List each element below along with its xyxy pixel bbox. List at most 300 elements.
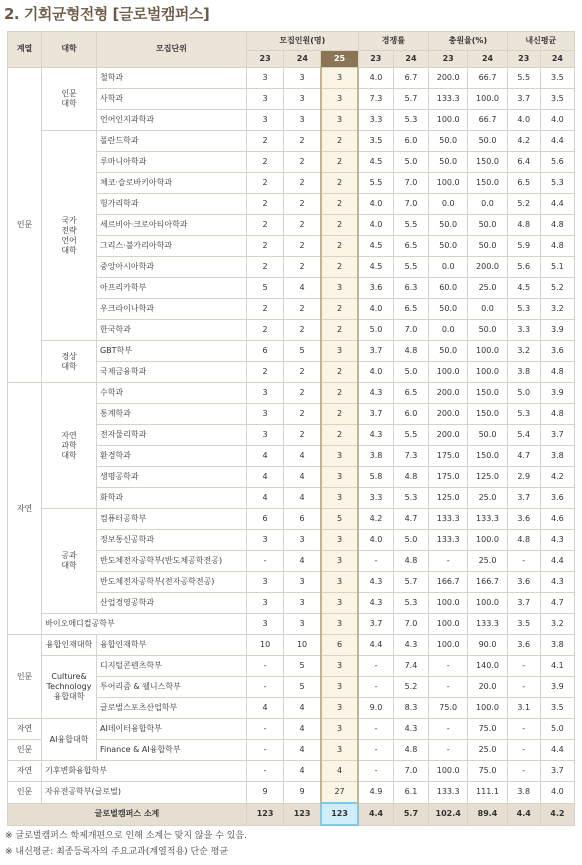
value-cell: 4 bbox=[284, 278, 321, 299]
gyeyeol-cell: 자연 bbox=[8, 719, 42, 740]
page-title: 2. 기회균형전형 [글로벌캠퍼스] bbox=[4, 5, 210, 23]
college-cell: 융합인재대학 bbox=[42, 635, 97, 656]
value-cell: 2.9 bbox=[507, 467, 540, 488]
header-competition: 경쟁률 bbox=[358, 32, 428, 51]
program-cell: 체코·슬로바키아학과 bbox=[96, 173, 246, 194]
value-cell: 3.3 bbox=[358, 110, 393, 131]
program-cell: 정보통신공학과 bbox=[96, 530, 246, 551]
value-cell: 7.0 bbox=[393, 173, 428, 194]
total-cell: 4.4 bbox=[358, 803, 393, 825]
value-cell: 200.0 bbox=[468, 257, 507, 278]
program-cell: 중앙아시아학과 bbox=[96, 257, 246, 278]
value-cell: 3 bbox=[284, 593, 321, 614]
value-cell: 3.7 bbox=[507, 593, 540, 614]
value-cell: - bbox=[429, 677, 468, 698]
value-cell: 2 bbox=[284, 194, 321, 215]
value-cell: 5.3 bbox=[540, 173, 574, 194]
value-cell: 2 bbox=[284, 320, 321, 341]
value-cell-highlight: 2 bbox=[321, 152, 358, 173]
value-cell: - bbox=[358, 656, 393, 677]
value-cell: 4.0 bbox=[540, 110, 574, 131]
value-cell: 100.0 bbox=[468, 341, 507, 362]
value-cell: 2 bbox=[284, 173, 321, 194]
value-cell: 3.8 bbox=[540, 446, 574, 467]
value-cell-highlight: 3 bbox=[321, 89, 358, 110]
value-cell: 10 bbox=[284, 635, 321, 656]
program-cell: 자유전공학부(글로벌) bbox=[42, 782, 247, 804]
value-cell-highlight: 3 bbox=[321, 488, 358, 509]
program-cell: 수학과 bbox=[96, 383, 246, 404]
value-cell-highlight: 2 bbox=[321, 236, 358, 257]
value-cell: 50.0 bbox=[468, 215, 507, 236]
value-cell-highlight: 3 bbox=[321, 677, 358, 698]
value-cell: 5.0 bbox=[393, 362, 428, 383]
value-cell: - bbox=[358, 677, 393, 698]
value-cell: 5.3 bbox=[507, 404, 540, 425]
value-cell: 60.0 bbox=[429, 278, 468, 299]
value-cell-highlight: 2 bbox=[321, 383, 358, 404]
value-cell: 5.0 bbox=[507, 383, 540, 404]
value-cell: 6 bbox=[246, 341, 283, 362]
program-cell: 융합인재학부 bbox=[96, 635, 246, 656]
value-cell: 50.0 bbox=[429, 341, 468, 362]
value-cell: 133.3 bbox=[429, 782, 468, 804]
value-cell: 6.5 bbox=[393, 299, 428, 320]
header-mojip-danwi: 모집단위 bbox=[96, 32, 246, 68]
program-cell: 헝가리학과 bbox=[96, 194, 246, 215]
value-cell: 3 bbox=[246, 110, 283, 131]
value-cell: 25.0 bbox=[468, 551, 507, 572]
value-cell: 6.4 bbox=[507, 152, 540, 173]
value-cell: - bbox=[507, 719, 540, 740]
value-cell: 4.3 bbox=[358, 425, 393, 446]
value-cell: 3.2 bbox=[540, 299, 574, 320]
value-cell: 200.0 bbox=[429, 404, 468, 425]
value-cell: 5.5 bbox=[393, 257, 428, 278]
value-cell: 3.6 bbox=[507, 572, 540, 593]
header-year: 24 bbox=[393, 51, 428, 68]
value-cell: 4.4 bbox=[358, 635, 393, 656]
value-cell: 200.0 bbox=[429, 68, 468, 89]
value-cell-highlight: 4 bbox=[321, 761, 358, 782]
gyeyeol-cell: 인문 bbox=[8, 740, 42, 761]
gyeyeol-cell: 인문 bbox=[8, 68, 42, 383]
value-cell: 4.5 bbox=[358, 152, 393, 173]
value-cell: 6 bbox=[246, 509, 283, 530]
value-cell: 5.7 bbox=[393, 89, 428, 110]
value-cell-highlight: 2 bbox=[321, 215, 358, 236]
value-cell: 2 bbox=[284, 404, 321, 425]
value-cell: 25.0 bbox=[468, 278, 507, 299]
value-cell: 3.3 bbox=[507, 320, 540, 341]
value-cell: 4.3 bbox=[393, 635, 428, 656]
value-cell: 5.6 bbox=[540, 152, 574, 173]
value-cell: 4 bbox=[284, 761, 321, 782]
value-cell: 4.8 bbox=[393, 467, 428, 488]
value-cell: 3 bbox=[284, 110, 321, 131]
value-cell: 6.0 bbox=[393, 404, 428, 425]
value-cell: 2 bbox=[246, 173, 283, 194]
value-cell: 4.8 bbox=[507, 530, 540, 551]
program-cell: 디지털콘텐츠학부 bbox=[96, 656, 246, 677]
value-cell: 0.0 bbox=[429, 257, 468, 278]
value-cell: 150.0 bbox=[468, 173, 507, 194]
program-cell: 환경학과 bbox=[96, 446, 246, 467]
value-cell: 5.5 bbox=[507, 68, 540, 89]
value-cell: 125.0 bbox=[429, 488, 468, 509]
value-cell: 100.0 bbox=[429, 593, 468, 614]
value-cell: 6.0 bbox=[393, 131, 428, 152]
footnotes bbox=[5, 828, 247, 860]
gyeyeol-cell: 자연 bbox=[8, 761, 42, 782]
value-cell: 3.7 bbox=[540, 761, 574, 782]
value-cell: 3.5 bbox=[507, 614, 540, 635]
total-label: 글로벌캠퍼스 소계 bbox=[8, 803, 247, 825]
value-cell: 7.0 bbox=[393, 614, 428, 635]
value-cell-highlight: 5 bbox=[321, 509, 358, 530]
value-cell: 3.7 bbox=[507, 488, 540, 509]
value-cell: 2 bbox=[246, 257, 283, 278]
total-cell: 4.4 bbox=[507, 803, 540, 825]
value-cell: 100.0 bbox=[429, 761, 468, 782]
program-cell: 철학과 bbox=[96, 68, 246, 89]
value-cell: 3.8 bbox=[358, 446, 393, 467]
table-row bbox=[8, 782, 575, 804]
value-cell: 2 bbox=[284, 236, 321, 257]
value-cell: 4.8 bbox=[507, 215, 540, 236]
value-cell: 8.3 bbox=[393, 698, 428, 719]
value-cell: 5.3 bbox=[507, 299, 540, 320]
value-cell: 7.3 bbox=[358, 89, 393, 110]
value-cell: 133.3 bbox=[468, 509, 507, 530]
total-cell-highlight: 123 bbox=[321, 803, 358, 825]
table-row bbox=[8, 656, 575, 677]
value-cell: 2 bbox=[284, 257, 321, 278]
value-cell: 5.2 bbox=[507, 194, 540, 215]
value-cell: - bbox=[246, 677, 283, 698]
value-cell: 5 bbox=[284, 341, 321, 362]
table-row bbox=[8, 68, 575, 89]
value-cell: 20.0 bbox=[468, 677, 507, 698]
value-cell: 125.0 bbox=[468, 467, 507, 488]
program-cell: GBT학부 bbox=[96, 341, 246, 362]
value-cell: 3 bbox=[246, 425, 283, 446]
value-cell: 50.0 bbox=[429, 299, 468, 320]
program-cell: 세르비아·크로아티아학과 bbox=[96, 215, 246, 236]
value-cell: 0.0 bbox=[429, 320, 468, 341]
value-cell: 2 bbox=[246, 131, 283, 152]
program-cell: 국제금융학과 bbox=[96, 362, 246, 383]
value-cell: 7.4 bbox=[393, 656, 428, 677]
program-cell: 폴란드학과 bbox=[96, 131, 246, 152]
value-cell: 5.5 bbox=[393, 425, 428, 446]
value-cell: 2 bbox=[284, 425, 321, 446]
value-cell: 25.0 bbox=[468, 488, 507, 509]
value-cell: 4.2 bbox=[540, 467, 574, 488]
value-cell: 4.3 bbox=[540, 530, 574, 551]
value-cell: 6.5 bbox=[393, 383, 428, 404]
college-cell: Culture& Technology 융합대학 bbox=[42, 656, 97, 719]
value-cell: 6.7 bbox=[393, 68, 428, 89]
value-cell-highlight: 2 bbox=[321, 320, 358, 341]
value-cell: 3.5 bbox=[540, 89, 574, 110]
value-cell-highlight: 3 bbox=[321, 656, 358, 677]
admission-table bbox=[7, 31, 575, 826]
value-cell: 2 bbox=[246, 320, 283, 341]
value-cell-highlight: 2 bbox=[321, 404, 358, 425]
value-cell: 4.2 bbox=[507, 131, 540, 152]
value-cell: 3 bbox=[284, 89, 321, 110]
value-cell: 3 bbox=[284, 530, 321, 551]
value-cell: 4.0 bbox=[507, 110, 540, 131]
value-cell: 2 bbox=[284, 131, 321, 152]
value-cell: 4 bbox=[284, 719, 321, 740]
value-cell: 3 bbox=[246, 593, 283, 614]
header-year: 24 bbox=[284, 51, 321, 68]
value-cell: 90.0 bbox=[468, 635, 507, 656]
value-cell: 75.0 bbox=[468, 719, 507, 740]
header-year: 23 bbox=[507, 51, 540, 68]
value-cell: 3 bbox=[284, 68, 321, 89]
value-cell: 4 bbox=[246, 467, 283, 488]
value-cell: 3.7 bbox=[507, 89, 540, 110]
value-cell: 4.7 bbox=[393, 509, 428, 530]
value-cell-highlight: 2 bbox=[321, 257, 358, 278]
header-year: 23 bbox=[429, 51, 468, 68]
value-cell: 175.0 bbox=[429, 467, 468, 488]
value-cell: 150.0 bbox=[468, 404, 507, 425]
value-cell: 200.0 bbox=[429, 425, 468, 446]
value-cell: 3.2 bbox=[540, 614, 574, 635]
table-row bbox=[8, 635, 575, 656]
value-cell: 0.0 bbox=[429, 194, 468, 215]
value-cell: 133.3 bbox=[429, 509, 468, 530]
table-row bbox=[8, 719, 575, 740]
table-row bbox=[8, 131, 575, 152]
value-cell: 2 bbox=[246, 215, 283, 236]
value-cell: 3.1 bbox=[507, 698, 540, 719]
program-cell: 통계학과 bbox=[96, 404, 246, 425]
program-cell: 기후변화융합학부 bbox=[42, 761, 247, 782]
value-cell: 3.6 bbox=[358, 278, 393, 299]
value-cell: 4 bbox=[284, 488, 321, 509]
value-cell: 50.0 bbox=[468, 236, 507, 257]
value-cell: 2 bbox=[284, 362, 321, 383]
value-cell: 75.0 bbox=[429, 698, 468, 719]
value-cell: 3.2 bbox=[507, 341, 540, 362]
value-cell: - bbox=[507, 551, 540, 572]
value-cell-highlight: 2 bbox=[321, 299, 358, 320]
value-cell: 200.0 bbox=[429, 383, 468, 404]
value-cell: 3 bbox=[246, 89, 283, 110]
value-cell: 5.3 bbox=[393, 593, 428, 614]
table-row bbox=[8, 341, 575, 362]
value-cell: 3 bbox=[246, 530, 283, 551]
value-cell: 4.5 bbox=[507, 278, 540, 299]
value-cell: 4.8 bbox=[540, 236, 574, 257]
value-cell: 5.4 bbox=[507, 425, 540, 446]
table-row bbox=[8, 383, 575, 404]
value-cell: - bbox=[429, 656, 468, 677]
value-cell: 111.1 bbox=[468, 782, 507, 804]
total-cell: 4.2 bbox=[540, 803, 574, 825]
value-cell: 50.0 bbox=[468, 425, 507, 446]
value-cell: 6.5 bbox=[507, 173, 540, 194]
value-cell: 5.8 bbox=[358, 467, 393, 488]
value-cell: 4.7 bbox=[507, 446, 540, 467]
value-cell: 5.0 bbox=[540, 719, 574, 740]
value-cell: 4.4 bbox=[540, 131, 574, 152]
table-row bbox=[8, 761, 575, 782]
value-cell: 5.0 bbox=[358, 320, 393, 341]
header-year: 24 bbox=[540, 51, 574, 68]
table-row bbox=[8, 509, 575, 530]
value-cell: 2 bbox=[246, 194, 283, 215]
value-cell: 4.5 bbox=[358, 236, 393, 257]
value-cell: 5.9 bbox=[507, 236, 540, 257]
value-cell: 3.5 bbox=[358, 131, 393, 152]
value-cell: 5.6 bbox=[507, 257, 540, 278]
value-cell: 4.3 bbox=[393, 719, 428, 740]
program-cell: 전자물리학과 bbox=[96, 425, 246, 446]
value-cell: 3.6 bbox=[540, 341, 574, 362]
value-cell-highlight: 3 bbox=[321, 614, 358, 635]
value-cell: - bbox=[429, 551, 468, 572]
value-cell: 5.0 bbox=[393, 530, 428, 551]
value-cell: 4 bbox=[284, 446, 321, 467]
value-cell: 100.0 bbox=[468, 89, 507, 110]
value-cell: 4.0 bbox=[358, 215, 393, 236]
value-cell: 5 bbox=[284, 656, 321, 677]
value-cell: 50.0 bbox=[429, 152, 468, 173]
value-cell: 2 bbox=[284, 299, 321, 320]
value-cell: 4.4 bbox=[540, 194, 574, 215]
value-cell-highlight: 2 bbox=[321, 194, 358, 215]
value-cell: - bbox=[507, 740, 540, 761]
program-cell: 언어인지과학과 bbox=[96, 110, 246, 131]
header-year: 23 bbox=[246, 51, 283, 68]
value-cell-highlight: 2 bbox=[321, 131, 358, 152]
value-cell: 3.9 bbox=[540, 320, 574, 341]
value-cell: 6.3 bbox=[393, 278, 428, 299]
value-cell: 4.8 bbox=[540, 215, 574, 236]
value-cell: 4.3 bbox=[358, 383, 393, 404]
total-cell: 123 bbox=[284, 803, 321, 825]
value-cell-highlight: 2 bbox=[321, 173, 358, 194]
value-cell: 3.7 bbox=[358, 341, 393, 362]
value-cell: 166.7 bbox=[468, 572, 507, 593]
value-cell: 6.5 bbox=[393, 236, 428, 257]
value-cell-highlight: 3 bbox=[321, 551, 358, 572]
header-mojip-inwon: 모집인원(명) bbox=[246, 32, 358, 51]
program-cell: 생명공학과 bbox=[96, 467, 246, 488]
value-cell: 4.8 bbox=[393, 740, 428, 761]
program-cell: 루마니아학과 bbox=[96, 152, 246, 173]
college-cell: 인문 대학 bbox=[42, 68, 97, 131]
value-cell: 50.0 bbox=[468, 131, 507, 152]
value-cell: - bbox=[507, 656, 540, 677]
value-cell-highlight: 3 bbox=[321, 68, 358, 89]
value-cell: 100.0 bbox=[468, 530, 507, 551]
value-cell: 3.8 bbox=[507, 782, 540, 804]
value-cell: - bbox=[358, 551, 393, 572]
value-cell: 3.3 bbox=[358, 488, 393, 509]
value-cell-highlight: 3 bbox=[321, 719, 358, 740]
header-gyeyeol: 계열 bbox=[8, 32, 42, 68]
value-cell: 150.0 bbox=[468, 152, 507, 173]
value-cell: 4.2 bbox=[358, 509, 393, 530]
value-cell: 4 bbox=[246, 488, 283, 509]
value-cell: 4 bbox=[284, 551, 321, 572]
value-cell: 50.0 bbox=[468, 320, 507, 341]
value-cell: 4.4 bbox=[540, 740, 574, 761]
value-cell: 3 bbox=[246, 404, 283, 425]
header-year: 24 bbox=[468, 51, 507, 68]
value-cell: 4.0 bbox=[358, 194, 393, 215]
value-cell: 4.0 bbox=[358, 530, 393, 551]
value-cell: 3.7 bbox=[540, 425, 574, 446]
value-cell-highlight: 3 bbox=[321, 698, 358, 719]
value-cell: 2 bbox=[284, 215, 321, 236]
value-cell: 3 bbox=[246, 383, 283, 404]
value-cell: 3 bbox=[284, 572, 321, 593]
value-cell-highlight: 6 bbox=[321, 635, 358, 656]
value-cell: 3.6 bbox=[540, 488, 574, 509]
value-cell: 5.5 bbox=[358, 173, 393, 194]
table-row bbox=[8, 614, 575, 635]
total-cell: 102.4 bbox=[429, 803, 468, 825]
value-cell: 50.0 bbox=[429, 236, 468, 257]
college-cell: AI융합대학 bbox=[42, 719, 97, 761]
header-fill-rate: 충원율(%) bbox=[429, 32, 508, 51]
value-cell: 9 bbox=[246, 782, 283, 804]
value-cell: 7.0 bbox=[393, 761, 428, 782]
program-cell: 산업경영공학과 bbox=[96, 593, 246, 614]
college-cell: 경상 대학 bbox=[42, 341, 97, 383]
value-cell: - bbox=[429, 719, 468, 740]
value-cell: 3.5 bbox=[540, 68, 574, 89]
gyeyeol-cell: 인문 bbox=[8, 635, 42, 719]
program-cell: 한국학과 bbox=[96, 320, 246, 341]
value-cell: - bbox=[429, 740, 468, 761]
value-cell: 25.0 bbox=[468, 740, 507, 761]
value-cell: 5.1 bbox=[540, 257, 574, 278]
value-cell: 75.0 bbox=[468, 761, 507, 782]
value-cell: 100.0 bbox=[468, 593, 507, 614]
total-cell: 123 bbox=[246, 803, 283, 825]
value-cell: 100.0 bbox=[429, 614, 468, 635]
value-cell: 4.0 bbox=[358, 68, 393, 89]
value-cell: 9.0 bbox=[358, 698, 393, 719]
gyeyeol-cell: 자연 bbox=[8, 383, 42, 635]
program-cell: 화학과 bbox=[96, 488, 246, 509]
value-cell: 150.0 bbox=[468, 383, 507, 404]
value-cell: 4 bbox=[284, 698, 321, 719]
value-cell: 166.7 bbox=[429, 572, 468, 593]
value-cell: - bbox=[246, 719, 283, 740]
value-cell-highlight: 3 bbox=[321, 278, 358, 299]
program-cell: 사학과 bbox=[96, 89, 246, 110]
value-cell: 5 bbox=[246, 278, 283, 299]
value-cell: 4.0 bbox=[540, 782, 574, 804]
value-cell: 133.3 bbox=[429, 530, 468, 551]
value-cell: 3.6 bbox=[507, 509, 540, 530]
value-cell: 10 bbox=[246, 635, 283, 656]
value-cell: - bbox=[246, 656, 283, 677]
value-cell: 3 bbox=[246, 572, 283, 593]
value-cell: 3 bbox=[284, 614, 321, 635]
value-cell: 3.9 bbox=[540, 677, 574, 698]
